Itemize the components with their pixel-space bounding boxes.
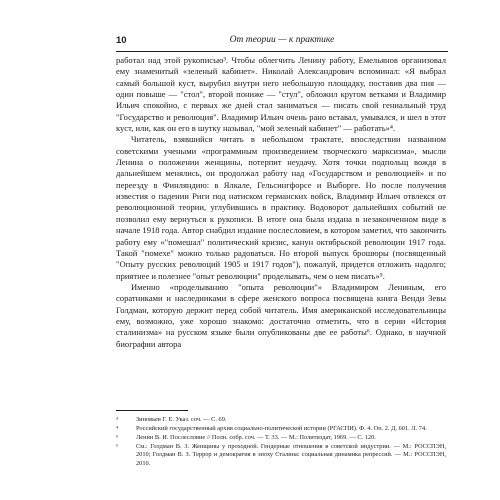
paragraph-2: Читатель, взявшийся читать в небольшом трактате, впоследствии названном советскими учеными «программным произведением творческого марксизма», мысли Ленина о положении женщины, потерпит неудачу. Хотя точки подпольщ вождя в дальнейшем менялись, он продолжал работу над «Государством и революцией» и по переезду в Финляндию: в Ялкале, Гельсингфорсе и Выборге. Но после получения известия о падении Риги под натиском германских войск, Владимир Ильич отвлекся от революционной теории, углубившись в практику. Водоворот дальнейших событий не позволил ему вернуться к рукописи. В итоге она была издана в незаконченном виде в начале 1918 года. Автор снабдил издание послесловием, в котором заметил, что закончить работу ему «"помешал" политический кризис, канун октябрьской революции 1917 года. Такой "помехе" можно только радоваться. Но второй выпуск брошюры (посвященный "Опыту русских революций 1905 и 1917 годов"), пожалуй, придется отложить надолго; приятнее и полезнее "опыт революции" проделывать, чем о нем писать»⁵. xyxy=(116,134,446,281)
header-rule xyxy=(116,51,448,52)
footnote-text: Зиновьев Г. Е. Указ. соч. — С. 69. xyxy=(136,416,227,423)
page-number: 10 xyxy=(116,35,127,46)
paragraph-1: работал над этой рукописью³. Чтобы облегчить Ленину работу, Емельянов организовал ему знаменитый «зеленый кабинет». Николай Александрович вспоминал: «Я выбрал самый большой куст, вырубил внутри него небольшую площадку, поставив два пня — один повыше — "стол", второй пониже — "стул", обложил кругом ветками и Владимир Ильич спокойно, с первых же дней стал заниматься — писать свой гениальный труд "Государство и революция". Владимир Ильич очень рано вставал, умывался, и шел в этот куст, или, как он его в шутку называл, "мой зеленый кабинет" — работать»⁴. xyxy=(116,55,446,134)
main-text xyxy=(116,55,446,350)
footnote-number: ⁶ xyxy=(116,442,119,450)
footnote-rule xyxy=(116,410,188,411)
footnote-number: ⁵ xyxy=(116,433,119,441)
footnote-text: См.: Голдман В. З. Женщины у проходной. Гендерные отношения в советской индустрии. — М.: РОССПЭН, 2010; Голдман В. З. Террор и демократия в эпоху Сталина: социальная динамика репрессий. — М.: РОССПЭН, 2010. xyxy=(136,442,446,467)
footnote-number: ³ xyxy=(116,416,118,423)
footnote-4 xyxy=(116,425,446,433)
footnote-5 xyxy=(116,434,446,442)
page-header xyxy=(116,35,448,49)
footnote-text: Ленин В. И. Послесловие // Полн. собр. соч. — Т. 33. — М.: Политиздат, 1969. — С. 120. xyxy=(136,433,376,441)
footnote-number: ⁴ xyxy=(116,424,119,432)
footnotes xyxy=(116,416,446,468)
footnote-3 xyxy=(116,416,446,424)
footnote-text: Российский государственный архив социально-политической истории (РГАСПИ). Ф. 4. Оп. 2. Д. 601. Л. 74. xyxy=(136,424,427,432)
running-title: От теории — к практике xyxy=(229,35,335,45)
paragraph-3: Именно «проделыванию "опыта революции"» Владимиром Лениным, его соратниками и наследниками в сфере женского вопроса посвящена книга Венди Зевы Голдман, которую держит перед собой читатель. Имя американской исследовательницы ему, возможно, уже хорошо знакомо: достаточно отметить, что в серии «История сталинизма» на русском языке были опубликованы две ее работы⁶. Однако, в научной биографии автора xyxy=(116,281,446,349)
footnote-6 xyxy=(116,443,446,468)
